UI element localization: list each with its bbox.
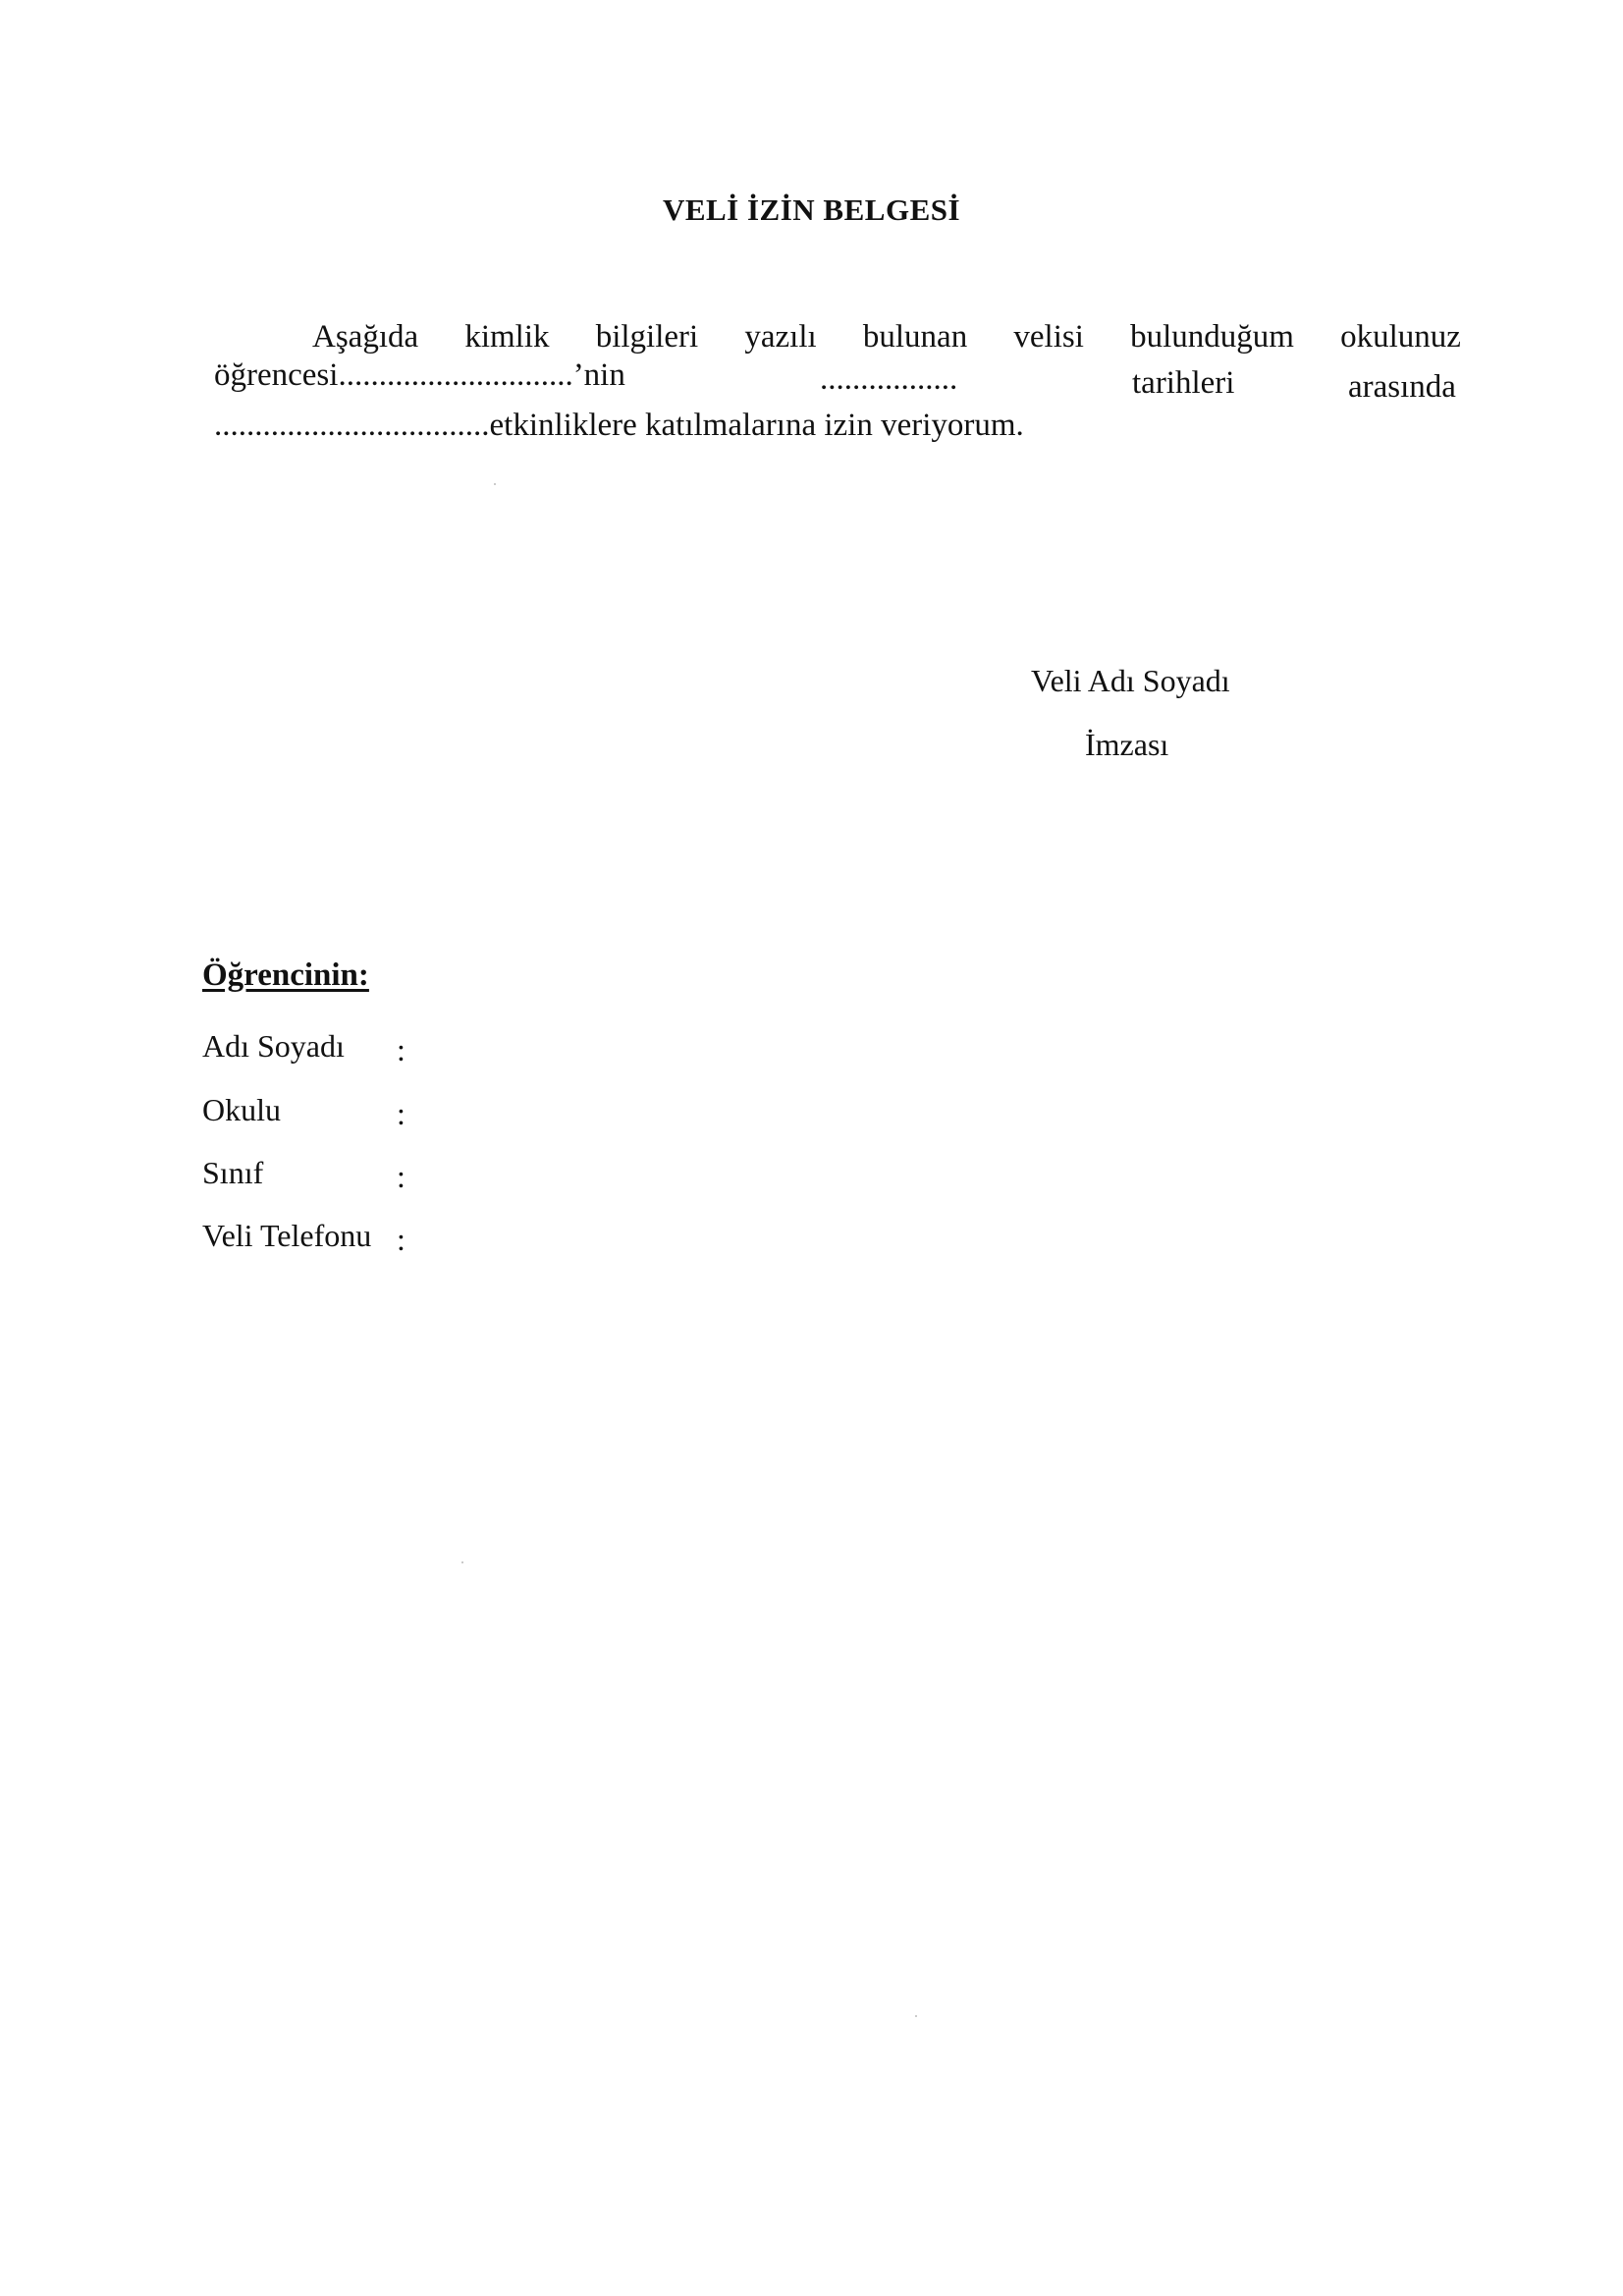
field-colon: : [397, 1096, 406, 1131]
scan-speck [915, 2015, 917, 2017]
field-colon: : [397, 1159, 406, 1194]
paragraph-line-3: ..................................etkinliklere katılmalarına izin veriyorum. [214, 408, 1024, 443]
date-range-blank: ................. [820, 361, 958, 397]
student-name-blank: öğrencesi.............................’nin [214, 357, 625, 393]
field-colon: : [397, 1032, 406, 1067]
student-section-heading: Öğrencinin: [202, 957, 369, 993]
parent-phone-label: Veli Telefonu [202, 1218, 372, 1253]
paragraph-word: okulunuz [1340, 319, 1461, 355]
student-school-label: Okulu [202, 1092, 281, 1127]
paragraph-word: yazılı [744, 319, 817, 355]
scan-speck [494, 483, 496, 485]
paragraph-word: bilgileri [595, 319, 699, 355]
paragraph-line-1 [312, 319, 1461, 355]
paragraph-word: bulunan [862, 319, 968, 355]
student-class-label: Sınıf [202, 1155, 264, 1190]
field-colon: : [397, 1222, 406, 1257]
scan-speck [461, 1561, 463, 1563]
paragraph-word: Aşağıda [312, 319, 419, 355]
student-name-label: Adı Soyadı [202, 1028, 345, 1064]
paragraph-word: kimlik [464, 319, 550, 355]
paragraph-word: velisi [1013, 319, 1084, 355]
paragraph-word: tarihleri [1132, 365, 1235, 401]
document-title: VELİ İZİN BELGESİ [662, 192, 961, 227]
parent-signature-label: İmzası [1085, 727, 1169, 762]
paragraph-word: bulunduğum [1130, 319, 1294, 355]
parent-name-label: Veli Adı Soyadı [1031, 663, 1230, 698]
paragraph-word: arasında [1348, 369, 1456, 405]
